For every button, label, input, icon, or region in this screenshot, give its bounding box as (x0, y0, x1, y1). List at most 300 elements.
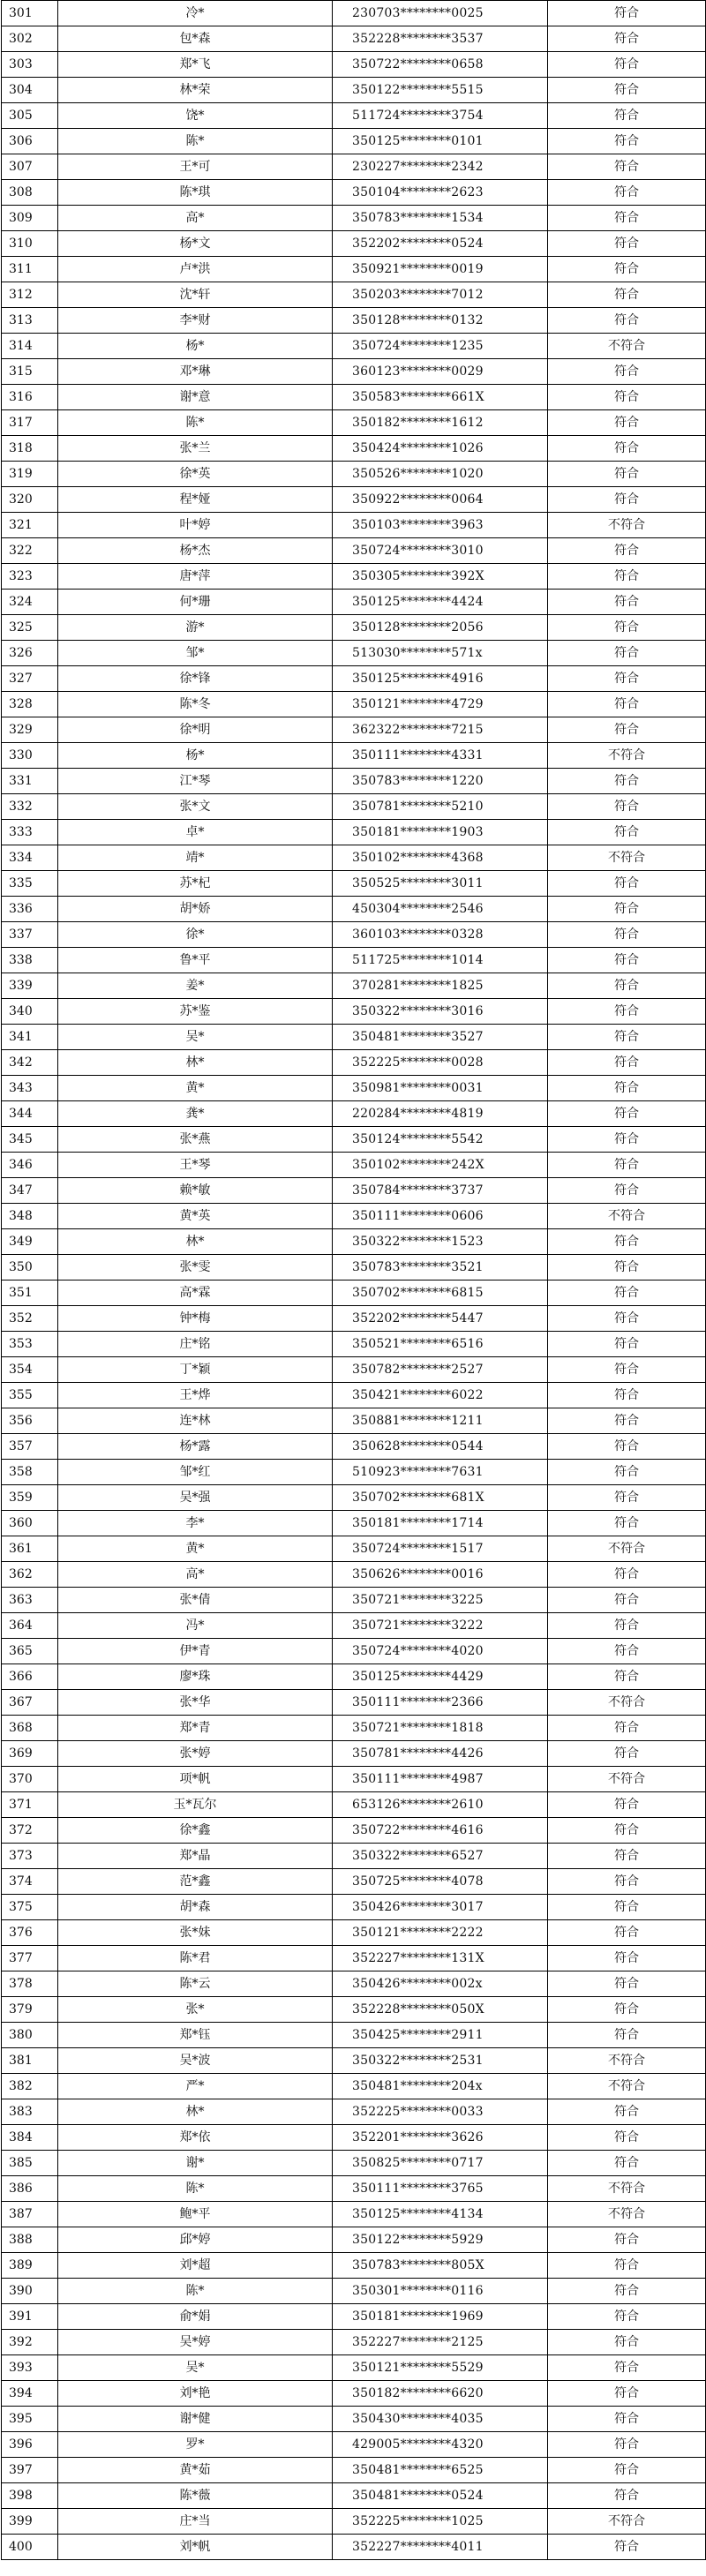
id-number-cell: 350702********681X (333, 1485, 548, 1511)
result-cell: 符合 (548, 1639, 706, 1664)
result-cell: 符合 (548, 2458, 706, 2483)
result-cell: 符合 (548, 1613, 706, 1639)
table-row (2, 538, 706, 564)
table-row (2, 1434, 706, 1460)
id-number-cell: 352201********3626 (333, 2125, 548, 2151)
table-row (2, 2125, 706, 2151)
serial-number-cell: 371 (2, 1792, 58, 1818)
serial-number-cell: 367 (2, 1690, 58, 1716)
serial-number-cell: 338 (2, 948, 58, 973)
table-row (2, 1844, 706, 1869)
serial-number-cell: 316 (2, 385, 58, 410)
id-number-cell: 350781********5210 (333, 794, 548, 820)
serial-number-cell: 327 (2, 666, 58, 692)
result-cell: 符合 (548, 1792, 706, 1818)
serial-number-cell: 351 (2, 1280, 58, 1306)
table-row (2, 462, 706, 487)
serial-number-cell: 302 (2, 26, 58, 52)
serial-number-cell: 361 (2, 1536, 58, 1562)
table-row (2, 1460, 706, 1485)
id-number-cell: 360103********0328 (333, 922, 548, 948)
name-cell: 邹*红 (58, 1460, 333, 1485)
serial-number-cell: 355 (2, 1383, 58, 1408)
result-cell: 符合 (548, 2099, 706, 2125)
name-cell: 邹* (58, 641, 333, 666)
id-number-cell: 350784********3737 (333, 1178, 548, 1204)
name-cell: 项*帆 (58, 1767, 333, 1792)
id-number-cell: 350181********1903 (333, 820, 548, 845)
table-row (2, 1690, 706, 1716)
table-row (2, 2304, 706, 2330)
result-cell: 符合 (548, 1741, 706, 1767)
name-cell: 罗* (58, 2432, 333, 2458)
name-cell: 郑*青 (58, 1716, 333, 1741)
table-row (2, 1306, 706, 1332)
table-row (2, 1895, 706, 1920)
table-row (2, 385, 706, 410)
table-row (2, 1613, 706, 1639)
name-cell: 陈*薇 (58, 2483, 333, 2509)
name-cell: 张*燕 (58, 1127, 333, 1153)
table-row (2, 2355, 706, 2381)
name-cell: 钟*梅 (58, 1306, 333, 1332)
result-cell: 符合 (548, 282, 706, 308)
name-cell: 游* (58, 615, 333, 641)
id-number-cell: 350782********2527 (333, 1357, 548, 1383)
result-cell: 符合 (548, 641, 706, 666)
result-cell: 符合 (548, 1229, 706, 1255)
id-number-cell: 350125********4429 (333, 1664, 548, 1690)
result-cell: 不符合 (548, 2509, 706, 2535)
result-cell: 符合 (548, 1844, 706, 1869)
table-row (2, 1076, 706, 1101)
table-row (2, 1818, 706, 1844)
table-row (2, 1332, 706, 1357)
table-row (2, 78, 706, 103)
table-row (2, 2279, 706, 2304)
id-number-cell: 350121********5529 (333, 2355, 548, 2381)
name-cell: 严* (58, 2074, 333, 2099)
table-row (2, 2330, 706, 2355)
result-cell: 符合 (548, 999, 706, 1025)
id-number-cell: 230227********2342 (333, 154, 548, 180)
serial-number-cell: 322 (2, 538, 58, 564)
serial-number-cell: 336 (2, 897, 58, 922)
id-number-cell: 350181********1969 (333, 2304, 548, 2330)
id-number-cell: 350981********0031 (333, 1076, 548, 1101)
table-row (2, 1383, 706, 1408)
table-row (2, 1101, 706, 1127)
id-number-cell: 350122********5929 (333, 2227, 548, 2253)
name-cell: 杨* (58, 334, 333, 359)
name-cell: 张*兰 (58, 436, 333, 462)
result-cell: 符合 (548, 2125, 706, 2151)
name-cell: 李*财 (58, 308, 333, 334)
id-number-cell: 350125********4134 (333, 2202, 548, 2227)
table-row (2, 1741, 706, 1767)
name-cell: 玉*瓦尔 (58, 1792, 333, 1818)
table-row (2, 2381, 706, 2407)
result-cell: 符合 (548, 1178, 706, 1204)
result-cell: 不符合 (548, 743, 706, 769)
serial-number-cell: 373 (2, 1844, 58, 1869)
serial-number-cell: 319 (2, 462, 58, 487)
results-table-body (2, 1, 706, 2560)
table-row (2, 1767, 706, 1792)
serial-number-cell: 391 (2, 2304, 58, 2330)
serial-number-cell: 369 (2, 1741, 58, 1767)
result-cell: 符合 (548, 2381, 706, 2407)
table-row (2, 26, 706, 52)
serial-number-cell: 395 (2, 2407, 58, 2432)
serial-number-cell: 374 (2, 1869, 58, 1895)
name-cell: 王*烨 (58, 1383, 333, 1408)
result-cell: 符合 (548, 1716, 706, 1741)
table-row (2, 1229, 706, 1255)
result-cell: 符合 (548, 78, 706, 103)
serial-number-cell: 318 (2, 436, 58, 462)
result-cell: 符合 (548, 1, 706, 26)
id-number-cell: 360123********0029 (333, 359, 548, 385)
serial-number-cell: 315 (2, 359, 58, 385)
result-cell: 符合 (548, 820, 706, 845)
id-number-cell: 350781********4426 (333, 1741, 548, 1767)
serial-number-cell: 356 (2, 1408, 58, 1434)
id-number-cell: 350104********2623 (333, 180, 548, 206)
serial-number-cell: 344 (2, 1101, 58, 1127)
result-cell: 符合 (548, 2432, 706, 2458)
id-number-cell: 350322********6527 (333, 1844, 548, 1869)
id-number-cell: 350103********3963 (333, 513, 548, 538)
id-number-cell: 350525********3011 (333, 871, 548, 897)
serial-number-cell: 385 (2, 2151, 58, 2176)
serial-number-cell: 345 (2, 1127, 58, 1153)
id-number-cell: 350301********0116 (333, 2279, 548, 2304)
name-cell: 包*森 (58, 26, 333, 52)
name-cell: 庄*当 (58, 2509, 333, 2535)
name-cell: 范*鑫 (58, 1869, 333, 1895)
name-cell: 林* (58, 1050, 333, 1076)
name-cell: 郑*飞 (58, 52, 333, 78)
table-row (2, 1869, 706, 1895)
table-row (2, 1536, 706, 1562)
id-number-cell: 350424********1026 (333, 436, 548, 462)
name-cell: 苏*杞 (58, 871, 333, 897)
id-number-cell: 350111********4987 (333, 1767, 548, 1792)
name-cell: 姜* (58, 973, 333, 999)
result-cell: 符合 (548, 103, 706, 129)
id-number-cell: 350322********1523 (333, 1229, 548, 1255)
table-row (2, 1280, 706, 1306)
serial-number-cell: 349 (2, 1229, 58, 1255)
id-number-cell: 350426********002x (333, 1971, 548, 1997)
table-row (2, 2074, 706, 2099)
serial-number-cell: 331 (2, 769, 58, 794)
serial-number-cell: 340 (2, 999, 58, 1025)
serial-number-cell: 372 (2, 1818, 58, 1844)
name-cell: 李* (58, 1511, 333, 1536)
serial-number-cell: 308 (2, 180, 58, 206)
result-cell: 符合 (548, 1946, 706, 1971)
result-cell: 符合 (548, 1153, 706, 1178)
id-number-cell: 350426********3017 (333, 1895, 548, 1920)
result-cell: 符合 (548, 692, 706, 717)
serial-number-cell: 311 (2, 257, 58, 282)
table-row (2, 1127, 706, 1153)
name-cell: 高*霖 (58, 1280, 333, 1306)
serial-number-cell: 386 (2, 2176, 58, 2202)
id-number-cell: 350783********1220 (333, 769, 548, 794)
id-number-cell: 350721********3222 (333, 1613, 548, 1639)
table-row (2, 717, 706, 743)
table-row (2, 1485, 706, 1511)
table-row (2, 103, 706, 129)
name-cell: 胡*娇 (58, 897, 333, 922)
table-row (2, 1792, 706, 1818)
id-number-cell: 350702********6815 (333, 1280, 548, 1306)
table-row (2, 282, 706, 308)
table-row (2, 590, 706, 615)
name-cell: 伊*青 (58, 1639, 333, 1664)
id-number-cell: 352227********2125 (333, 2330, 548, 2355)
id-number-cell: 350724********1517 (333, 1536, 548, 1562)
result-cell: 符合 (548, 2535, 706, 2560)
table-row (2, 1204, 706, 1229)
serial-number-cell: 381 (2, 2048, 58, 2074)
serial-number-cell: 366 (2, 1664, 58, 1690)
serial-number-cell: 323 (2, 564, 58, 590)
table-row (2, 1408, 706, 1434)
table-row (2, 1153, 706, 1178)
serial-number-cell: 346 (2, 1153, 58, 1178)
result-cell: 符合 (548, 1306, 706, 1332)
table-row (2, 820, 706, 845)
serial-number-cell: 396 (2, 2432, 58, 2458)
serial-number-cell: 383 (2, 2099, 58, 2125)
serial-number-cell: 348 (2, 1204, 58, 1229)
table-row (2, 1357, 706, 1383)
id-number-cell: 350724********1235 (333, 334, 548, 359)
result-cell: 符合 (548, 590, 706, 615)
name-cell: 黄*英 (58, 1204, 333, 1229)
name-cell: 郑*依 (58, 2125, 333, 2151)
result-cell: 符合 (548, 1562, 706, 1588)
result-cell: 符合 (548, 1664, 706, 1690)
table-row (2, 308, 706, 334)
table-row (2, 487, 706, 513)
id-number-cell: 350881********1211 (333, 1408, 548, 1434)
id-number-cell: 350421********6022 (333, 1383, 548, 1408)
name-cell: 冷* (58, 1, 333, 26)
id-number-cell: 350521********6516 (333, 1332, 548, 1357)
id-number-cell: 350121********4729 (333, 692, 548, 717)
id-number-cell: 350425********2911 (333, 2023, 548, 2048)
name-cell: 张*倩 (58, 1588, 333, 1613)
serial-number-cell: 339 (2, 973, 58, 999)
table-row (2, 666, 706, 692)
name-cell: 张* (58, 1997, 333, 2023)
serial-number-cell: 342 (2, 1050, 58, 1076)
table-row (2, 794, 706, 820)
result-cell: 不符合 (548, 334, 706, 359)
name-cell: 林* (58, 2099, 333, 2125)
table-row (2, 1920, 706, 1946)
name-cell: 徐*鑫 (58, 1818, 333, 1844)
serial-number-cell: 320 (2, 487, 58, 513)
result-cell: 符合 (548, 359, 706, 385)
serial-number-cell: 341 (2, 1025, 58, 1050)
id-number-cell: 350783********3521 (333, 1255, 548, 1280)
table-row (2, 1664, 706, 1690)
name-cell: 杨*文 (58, 231, 333, 257)
table-row (2, 2151, 706, 2176)
serial-number-cell: 393 (2, 2355, 58, 2381)
name-cell: 陈*云 (58, 1971, 333, 1997)
id-number-cell: 653126********2610 (333, 1792, 548, 1818)
result-cell: 符合 (548, 897, 706, 922)
name-cell: 刘*超 (58, 2253, 333, 2279)
result-cell: 符合 (548, 1408, 706, 1434)
table-row (2, 2509, 706, 2535)
serial-number-cell: 368 (2, 1716, 58, 1741)
result-cell: 符合 (548, 2227, 706, 2253)
name-cell: 何*珊 (58, 590, 333, 615)
table-row (2, 410, 706, 436)
id-number-cell: 350125********0101 (333, 129, 548, 154)
serial-number-cell: 333 (2, 820, 58, 845)
name-cell: 沈*轩 (58, 282, 333, 308)
serial-number-cell: 358 (2, 1460, 58, 1485)
name-cell: 杨* (58, 743, 333, 769)
result-cell: 符合 (548, 206, 706, 231)
name-cell: 谢* (58, 2151, 333, 2176)
name-cell: 卓* (58, 820, 333, 845)
name-cell: 张*雯 (58, 1255, 333, 1280)
table-row (2, 2483, 706, 2509)
id-number-cell: 350921********0019 (333, 257, 548, 282)
table-row (2, 2227, 706, 2253)
table-row (2, 743, 706, 769)
serial-number-cell: 310 (2, 231, 58, 257)
id-number-cell: 350125********4916 (333, 666, 548, 692)
result-cell: 不符合 (548, 1690, 706, 1716)
result-cell: 符合 (548, 794, 706, 820)
table-row (2, 359, 706, 385)
name-cell: 高* (58, 206, 333, 231)
serial-number-cell: 326 (2, 641, 58, 666)
result-cell: 符合 (548, 2355, 706, 2381)
name-cell: 陈* (58, 129, 333, 154)
result-cell: 符合 (548, 666, 706, 692)
id-number-cell: 352225********0028 (333, 1050, 548, 1076)
name-cell: 陈* (58, 410, 333, 436)
serial-number-cell: 389 (2, 2253, 58, 2279)
table-row (2, 1178, 706, 1204)
id-number-cell: 350722********4616 (333, 1818, 548, 1844)
serial-number-cell: 376 (2, 1920, 58, 1946)
name-cell: 靖* (58, 845, 333, 871)
name-cell: 饶* (58, 103, 333, 129)
name-cell: 张*华 (58, 1690, 333, 1716)
id-number-cell: 352225********1025 (333, 2509, 548, 2535)
result-cell: 符合 (548, 2279, 706, 2304)
name-cell: 苏*鉴 (58, 999, 333, 1025)
serial-number-cell: 370 (2, 1767, 58, 1792)
result-cell: 符合 (548, 1588, 706, 1613)
name-cell: 江*琴 (58, 769, 333, 794)
table-row (2, 2023, 706, 2048)
name-cell: 郑*钰 (58, 2023, 333, 2048)
id-number-cell: 350182********1612 (333, 410, 548, 436)
result-cell: 符合 (548, 1997, 706, 2023)
result-cell: 不符合 (548, 2048, 706, 2074)
id-number-cell: 350922********0064 (333, 487, 548, 513)
serial-number-cell: 337 (2, 922, 58, 948)
id-number-cell: 350481********0524 (333, 2483, 548, 2509)
table-row (2, 1255, 706, 1280)
serial-number-cell: 377 (2, 1946, 58, 1971)
table-row (2, 845, 706, 871)
id-number-cell: 350125********4424 (333, 590, 548, 615)
name-cell: 王*可 (58, 154, 333, 180)
serial-number-cell: 398 (2, 2483, 58, 2509)
result-cell: 符合 (548, 1101, 706, 1127)
id-number-cell: 350481********204x (333, 2074, 548, 2099)
serial-number-cell: 399 (2, 2509, 58, 2535)
result-cell: 符合 (548, 769, 706, 794)
name-cell: 丁*颖 (58, 1357, 333, 1383)
name-cell: 程*娅 (58, 487, 333, 513)
serial-number-cell: 301 (2, 1, 58, 26)
name-cell: 庄*铭 (58, 1332, 333, 1357)
table-row (2, 1716, 706, 1741)
id-number-cell: 352227********131X (333, 1946, 548, 1971)
name-cell: 黄* (58, 1076, 333, 1101)
result-cell: 符合 (548, 948, 706, 973)
name-cell: 邓*琳 (58, 359, 333, 385)
result-cell: 不符合 (548, 2202, 706, 2227)
result-cell: 不符合 (548, 513, 706, 538)
result-cell: 符合 (548, 487, 706, 513)
id-number-cell: 350722********0658 (333, 52, 548, 78)
serial-number-cell: 363 (2, 1588, 58, 1613)
result-cell: 符合 (548, 2253, 706, 2279)
result-cell: 符合 (548, 1127, 706, 1153)
name-cell: 吴* (58, 2355, 333, 2381)
result-cell: 符合 (548, 1025, 706, 1050)
results-table (1, 0, 706, 2560)
result-cell: 符合 (548, 1383, 706, 1408)
result-cell: 不符合 (548, 2176, 706, 2202)
result-cell: 不符合 (548, 1536, 706, 1562)
table-row (2, 2407, 706, 2432)
serial-number-cell: 378 (2, 1971, 58, 1997)
result-cell: 符合 (548, 1434, 706, 1460)
name-cell: 邱*婷 (58, 2227, 333, 2253)
table-row (2, 180, 706, 206)
result-cell: 符合 (548, 538, 706, 564)
serial-number-cell: 384 (2, 2125, 58, 2151)
id-number-cell: 350121********2222 (333, 1920, 548, 1946)
name-cell: 徐*英 (58, 462, 333, 487)
serial-number-cell: 353 (2, 1332, 58, 1357)
serial-number-cell: 400 (2, 2535, 58, 2560)
result-cell: 符合 (548, 871, 706, 897)
name-cell: 龚* (58, 1101, 333, 1127)
name-cell: 张*妹 (58, 1920, 333, 1946)
serial-number-cell: 388 (2, 2227, 58, 2253)
id-number-cell: 350305********392X (333, 564, 548, 590)
